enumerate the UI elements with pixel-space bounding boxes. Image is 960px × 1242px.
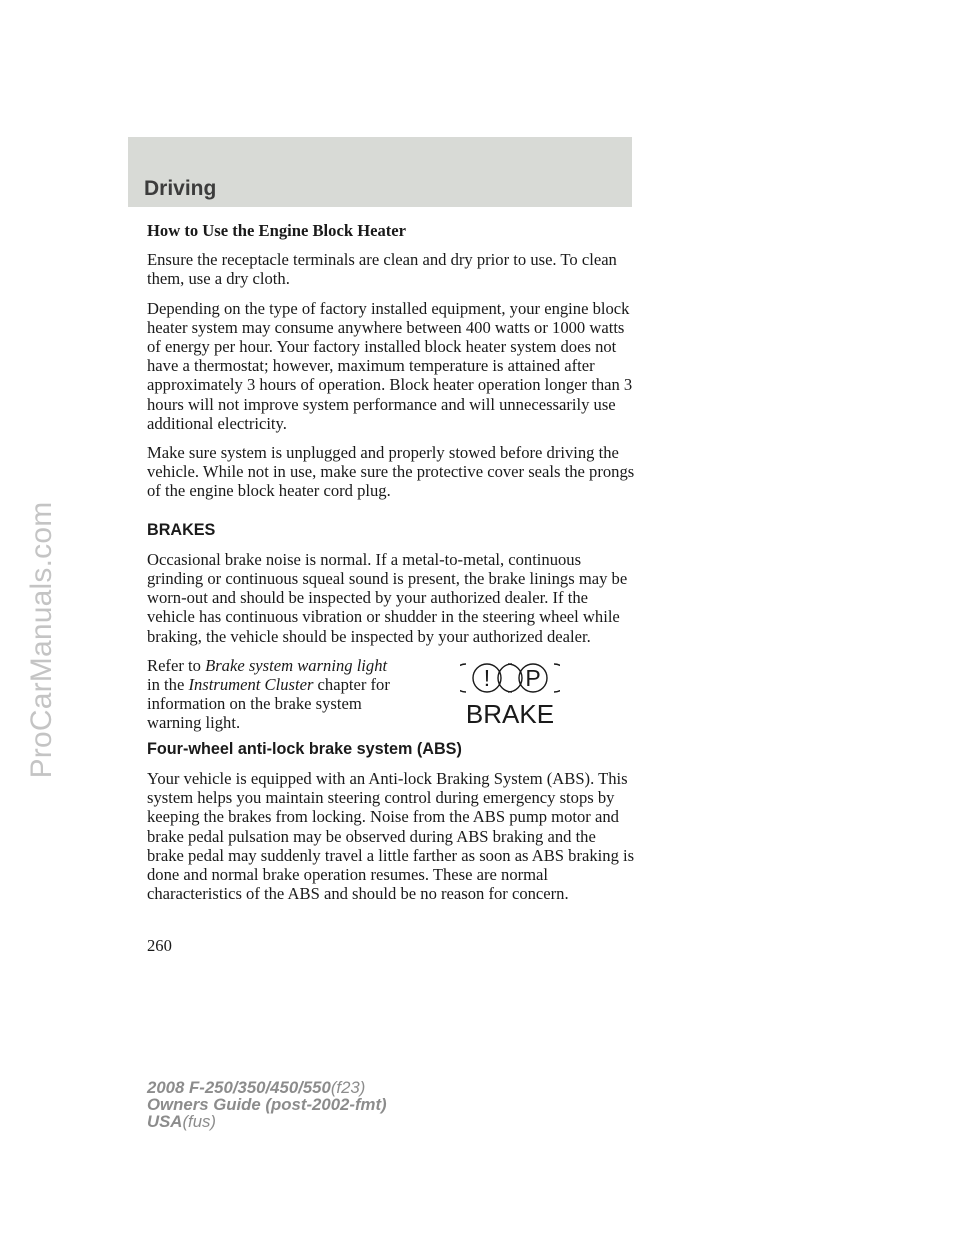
document-footer	[147, 1079, 387, 1130]
block-heater-paragraph-3: Make sure system is unplugged and properly stowed before driving the vehicle. While not in use, make sure the protective cover seals the prongs of the engine block heater cord plug.	[147, 443, 635, 501]
page-content	[147, 221, 635, 913]
refer-link-instrument-cluster: Instrument Cluster	[188, 675, 314, 695]
refer-middle: in the	[147, 675, 189, 695]
watermark	[0, 0, 64, 1242]
watermark-text: ProCarManuals.com	[25, 501, 58, 779]
footer-region: USA	[147, 1112, 183, 1131]
footer-model: 2008 F-250/350/450/550	[147, 1078, 331, 1097]
footer-region-code: (fus)	[182, 1112, 216, 1131]
footer-model-code: (f23)	[330, 1078, 366, 1097]
refer-suffix: chapter for information on the brake system warning light.	[147, 675, 390, 733]
brakes-paragraph: Occasional brake noise is normal. If a metal-to-metal, continuous grinding or continuous squeal sound is present, the brake linings may be worn-out and should be inspected by your authorized dealer. If the vehicle has continuous vibration or shudder in the steering wheel while braking, the vehicle should be inspected by your authorized dealer.	[147, 549, 628, 646]
brake-warning-icon	[460, 661, 560, 733]
section-header	[128, 137, 632, 207]
block-heater-paragraph-2: Depending on the type of factory installed equipment, your engine block heater system may consume anywhere between 400 watts or 1000 watts of energy per hour. Your factory installed block heater system does not have a thermostat; however, maximum temperature is attained after approximately 3 hours of operation. Block heater operation longer than 3 hours will not improve system performance and will unnecessarily use additional electricity.	[147, 298, 633, 433]
footer-line-3	[147, 1113, 387, 1130]
brake-warning-reference-text	[147, 656, 395, 733]
footer-line-2: Owners Guide (post-2002-fmt)	[147, 1095, 387, 1114]
abs-paragraph: Your vehicle is equipped with an Anti-lock Braking System (ABS). This system helps you maintain steering control during emergency stops by keeping the brakes from locking. Noise from the ABS pump motor and brake pedal pulsation may be observed during ABS braking and the brake pedal may suddenly travel a little farther as soon as ABS braking is done and normal brake operation resumes. These are normal characteristics of the ABS and should be no reason for concern.	[147, 769, 635, 904]
refer-link-brake-warning-light: Brake system warning light	[205, 655, 388, 675]
brake-icon-exclamation: !	[483, 664, 491, 691]
block-heater-paragraph-1: Ensure the receptacle terminals are clean and dry prior to use. To clean them, use a dry cloth.	[147, 250, 617, 289]
page-number: 260	[147, 936, 172, 955]
brake-warning-reference	[147, 655, 635, 733]
brake-icon-label: BRAKE	[465, 698, 555, 729]
refer-prefix: Refer to	[147, 655, 206, 675]
block-heater-heading: How to Use the Engine Block Heater	[147, 221, 407, 240]
brakes-heading: BRAKES	[147, 520, 216, 539]
footer-line-1	[147, 1079, 387, 1096]
page-title: Driving	[144, 177, 217, 200]
abs-heading: Four-wheel anti-lock brake system (ABS)	[147, 739, 462, 758]
brake-icon-p: P	[525, 664, 541, 691]
